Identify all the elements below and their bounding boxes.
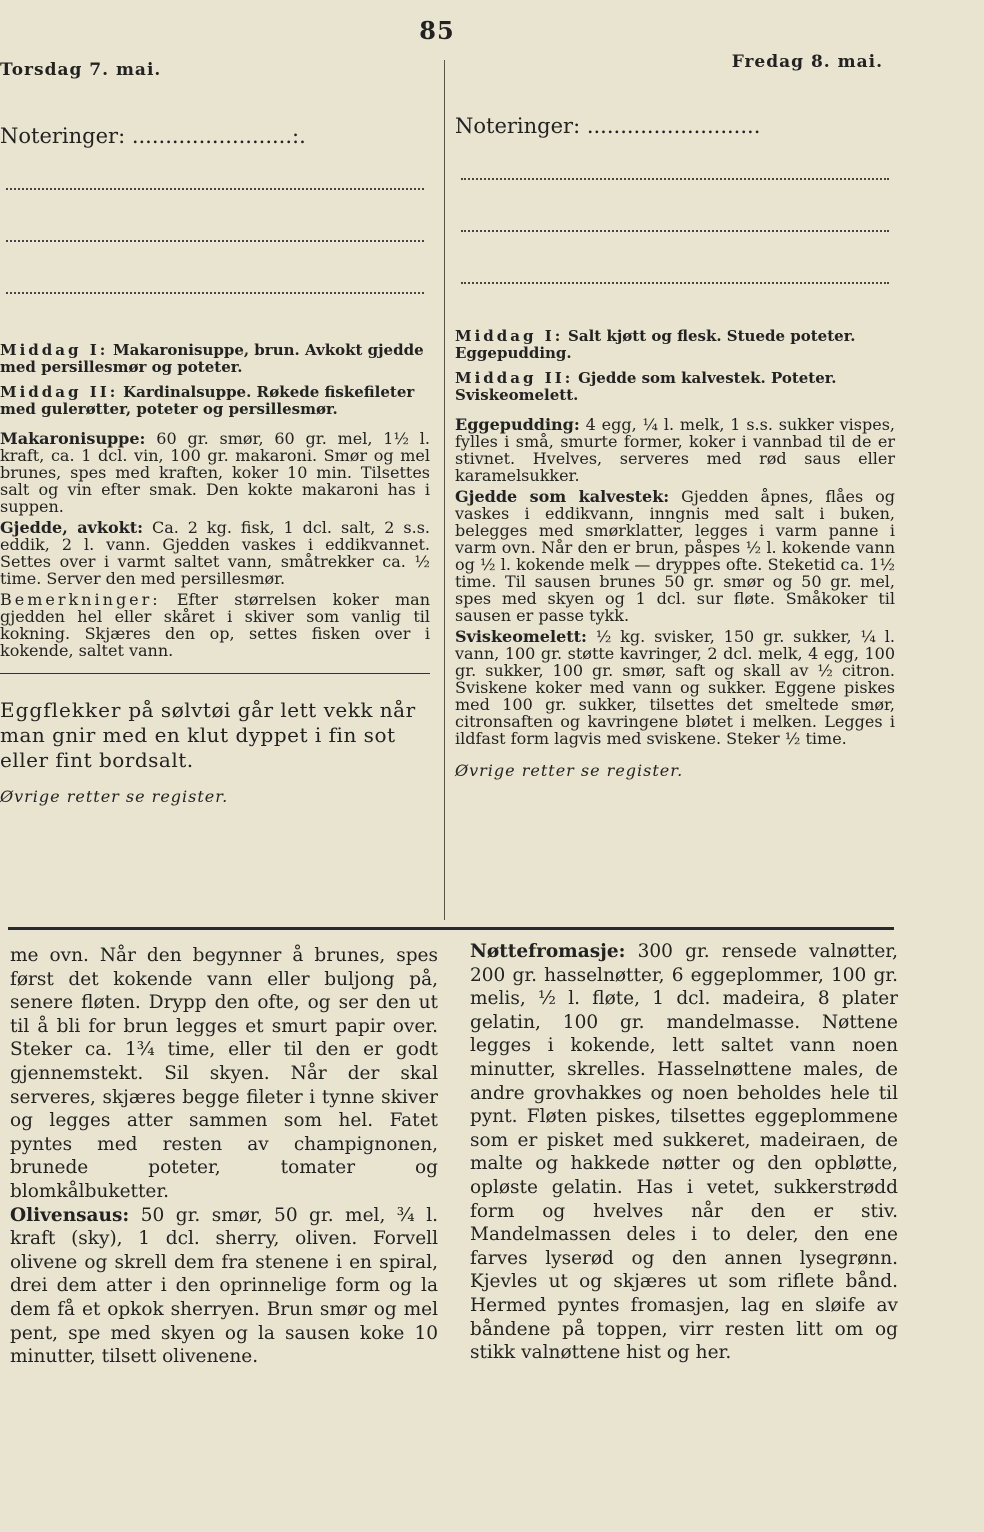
section-rule — [8, 927, 894, 930]
other-dishes-note: Øvrige retter se register. — [0, 787, 229, 806]
divider — [0, 673, 430, 674]
dotted-line — [0, 252, 430, 304]
recipe-olivensaus: Olivensaus: 50 gr. smør, 50 gr. mel, ¾ l. kraft (sky), 1 dcl. sherry, oliven. Forvell olivene og skrell dem fra stenene i en spiral, drei dem atter i den oprinnelige form og la dem få et opkok sherryen. Brun smør og mel pent, spe med skyen og la sausen koke 10 minutter, tilsett olivenene. — [10, 1204, 438, 1368]
recipe: Bemerkninger: Efter størrelsen koker man gjedden hel eller skåret i skiver som vanlig til kokning. Skjæres den op, settes fisken over i kokende, saltet vann. — [0, 590, 430, 660]
day-heading-friday: Fredag 8. mai. — [731, 52, 883, 72]
dotted-line — [455, 242, 895, 294]
recipe: Makaronisuppe: 60 gr. smør, 60 gr. mel, 1½ l. kraft, ca. 1 dcl. vin, 100 gr. makaroni. Smør og mel brunes, spes med kraften, koker 10 min. Tilsettes salt og vin efter smak. Den kokte makaroni has i suppen. — [0, 429, 431, 516]
recipe: Gjedde, avkokt: Ca. 2 kg. fisk, 1 dcl. salt, 2 s.s. eddik, 2 l. vann. Gjedden vaskes i eddikvannet. Settes over i varmt saltet vann, småtrekker ca. ½ time. Server den med persillesmør. — [0, 518, 430, 588]
dinner-menu-2: Middag II: Gjedde som kalvestek. Poteter. Sviskeomelett. — [455, 369, 837, 404]
bottom-left-column — [10, 944, 438, 1369]
dinner-menu-1: Middag I: Makaronisuppe, brun. Avkokt gjedde med persillesmør og poteter. — [0, 341, 424, 376]
thursday-column — [0, 60, 430, 806]
recipe: Eggepudding: 4 egg, ¼ l. melk, 1 s.s. sukker vispes, fylles i små, smurte former, koker i vannbad til de er stivnet. Hvelves, serveres med rød saus eller karamelsukker. — [455, 415, 896, 485]
recipe-nottefromasje: Nøttefromasje: 300 gr. rensede valnøtter, 200 gr. hasselnøtter, 6 eggeplommer, 100 gr. melis, ½ l. fløte, 1 dcl. madeira, 8 plater gelatin, 100 gr. mandelmasse. Nøttene legges i kokende, lett saltet vann noen minutter, skrelles. Hasselnøttene males, de andre grovhakkes og noen beholdes hele til pynt. Fløten piskes, tilsettes eggeplommene som er pisket med sukkeret, madeiraen, de malte og hakkede nøtter og den opbløtte, opløste gelatin. Has i vetet, sukkerstrødd form og hvelves når den er stiv. Mandelmassen deles i to deler, den ene farves lyserød og den annen lysegrønn. Kjevles ut og skjæres ut som riflete bånd. Hermed pyntes fromasjen, lag en sløife av båndene på toppen, virr resten litt om og stikk valnøttene hist og her. — [470, 941, 898, 1364]
notes-label: Noteringer: ........................:. — [0, 124, 306, 148]
column-divider — [444, 60, 445, 920]
bottom-right-column — [470, 940, 898, 1365]
recipe: Gjedde som kalvestek: Gjedden åpnes, flåes og vaskes i eddikvann, inngnis med salt i buken, belegges med smørklatter, legges i varm panne i varm ovn. Når den er brun, påspes ½ l. kokende vann og ½ l. kokende melk — dryppes ofte. Steketid ca. 1½ time. Til sausen brunes 50 gr. smør og 50 gr. mel, spes med skyen og 1 dcl. sur fløte. Småkoker til sausen er passe tykk. — [455, 487, 896, 625]
dinner-menu-1: Middag I: Salt kjøtt og flesk. Stuede poteter. Eggepudding. — [455, 327, 856, 362]
day-heading-thursday: Torsdag 7. mai. — [0, 60, 162, 80]
household-tip: Eggflekker på sølvtøi går lett vekk når man gnir med en klut dyppet i fin sot eller fint bordsalt. — [0, 698, 416, 772]
recipe-continuation: me ovn. Når den begynner å brunes, spes først det kokende vann eller buljong på, senere fløten. Drypp den ofte, og ser den ut til å bli for brun legges et smurt papir over. Steker ca. 1¾ time, eller til den er godt gjennemstekt. Sil skyen. Når der skal serveres, skjæres begge fileter i tynne skiver og legges atter sammen som hel. Fatet pyntes med resten av champignonen, brunede poteter, tomater og blomkålbuketter. — [10, 945, 438, 1202]
other-dishes-note: Øvrige retter se register. — [455, 761, 684, 780]
notes-label: Noteringer: .......................... — [455, 114, 761, 138]
dotted-line — [0, 148, 430, 200]
dotted-line — [0, 200, 430, 252]
dinner-menu-2: Middag II: Kardinalsuppe. Røkede fiskefileter med gulerøtter, poteter og persillesmør. — [0, 383, 415, 418]
page-number: 85 — [419, 16, 455, 45]
recipe: Sviskeomelett: ½ kg. svisker, 150 gr. sukker, ¼ l. vann, 100 gr. støtte kavringer, 2 dcl. melk, 4 egg, 100 gr. sukker, 100 gr. smør, saft og skall av ½ citron. Sviskene koker med vann og sukker. Eggene piskes med 100 gr. sukker, tilsettes det smeltede smør, citronsaften og kavringene bløtet i melken. Legges i ildfast form lagvis med sviskene. Steker ½ time. — [455, 627, 895, 748]
dotted-line — [455, 190, 895, 242]
dotted-line — [455, 138, 895, 190]
friday-column — [455, 52, 895, 780]
